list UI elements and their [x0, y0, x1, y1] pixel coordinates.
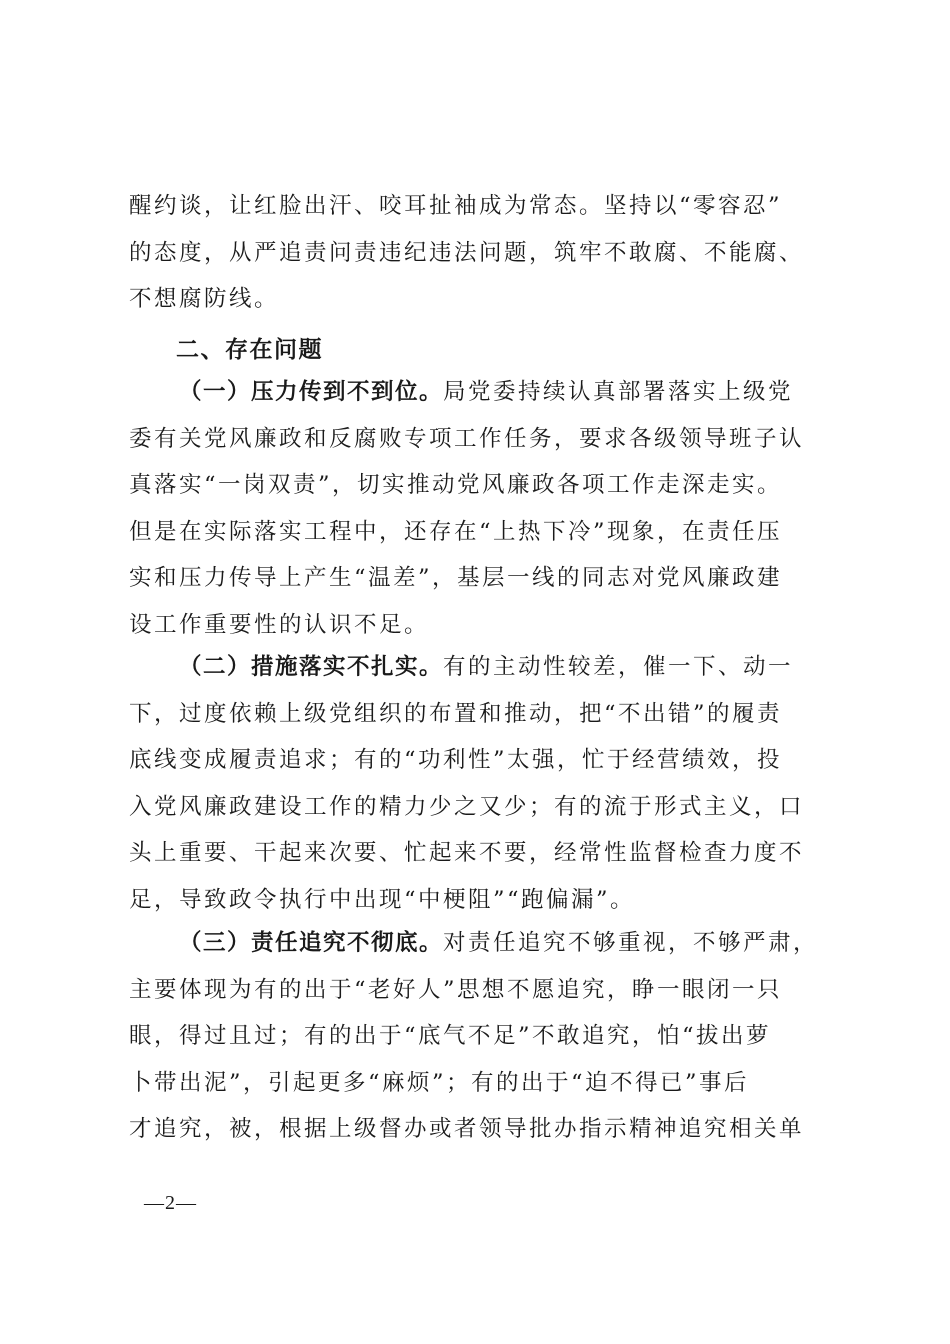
text-line: [129, 369, 829, 416]
text-line: 真落实“一岗双责”，切实推动党风廉政各项工作走深走实。: [129, 472, 783, 498]
text-line: 醒约谈，让红脸出汗、咬耳扯袖成为常态。坚持以“零容忍”: [129, 193, 783, 219]
text-line: 头上重要、干起来次要、忙起来不要，经常性监督检查力度不: [129, 840, 805, 866]
intro-paragraph: [129, 183, 829, 323]
text-line: [129, 920, 829, 967]
paragraph-accountability: [129, 920, 829, 1153]
section-heading: 二、存在问题: [176, 337, 323, 363]
paragraph-text: 有的主动性较差，催一下、动一: [443, 654, 794, 680]
paragraph-lead: （一）压力传到不到位。: [179, 379, 444, 405]
text-line: 底线变成履责追求；有的“功利性”太强，忙于经营绩效，投: [129, 747, 783, 773]
paragraph-measures: [129, 644, 829, 923]
text-line: 卜带出泥”，引起更多“麻烦”；有的出于“迫不得已”事后: [129, 1069, 750, 1096]
paragraph-text: 对责任追究不够重视，不够严肃，: [443, 930, 819, 956]
text-line: 足，导致政令执行中出现“中梗阻”“跑偏漏”。: [129, 886, 636, 913]
text-line: 才追究，被，根据上级督办或者领导批办指示精神追究相关单: [129, 1116, 805, 1142]
text-line: 眼，得过且过；有的出于“底气不足”不敢追究，怕“拔出萝: [129, 1023, 772, 1049]
text-line: 的态度，从严追责问责违纪违法问题，筑牢不敢腐、不能腐、: [129, 239, 805, 266]
text-line: 主要体现为有的出于“老好人”思想不愿追究，睁一眼闭一只: [129, 976, 783, 1003]
page-number: —2—: [144, 1192, 197, 1214]
paragraph-lead: （二）措施落实不扎实。: [179, 654, 444, 680]
text-line: 委有关党风廉政和反腐败专项工作任务，要求各级领导班子认: [129, 425, 805, 452]
text-line: 下，过度依赖上级党组织的布置和推动，把“不出错”的履责: [129, 700, 783, 727]
paragraph-pressure: [129, 369, 829, 648]
text-line: 入党风廉政建设工作的精力少之又少；有的流于形式主义，口: [129, 793, 805, 820]
paragraph-text: 局党委持续认真部署落实上级党: [443, 379, 794, 405]
paragraph-lead: （三）责任追究不彻底。: [179, 930, 444, 956]
text-line: 不想腐防线。: [129, 286, 280, 312]
text-line: 设工作重要性的认识不足。: [129, 611, 430, 638]
text-line: 但是在实际落实工程中，还存在“上热下冷”现象，在责任压: [129, 518, 783, 545]
text-line: [129, 644, 829, 691]
text-line: 实和压力传导上产生“温差”，基层一线的同志对党风廉政建: [129, 565, 783, 591]
